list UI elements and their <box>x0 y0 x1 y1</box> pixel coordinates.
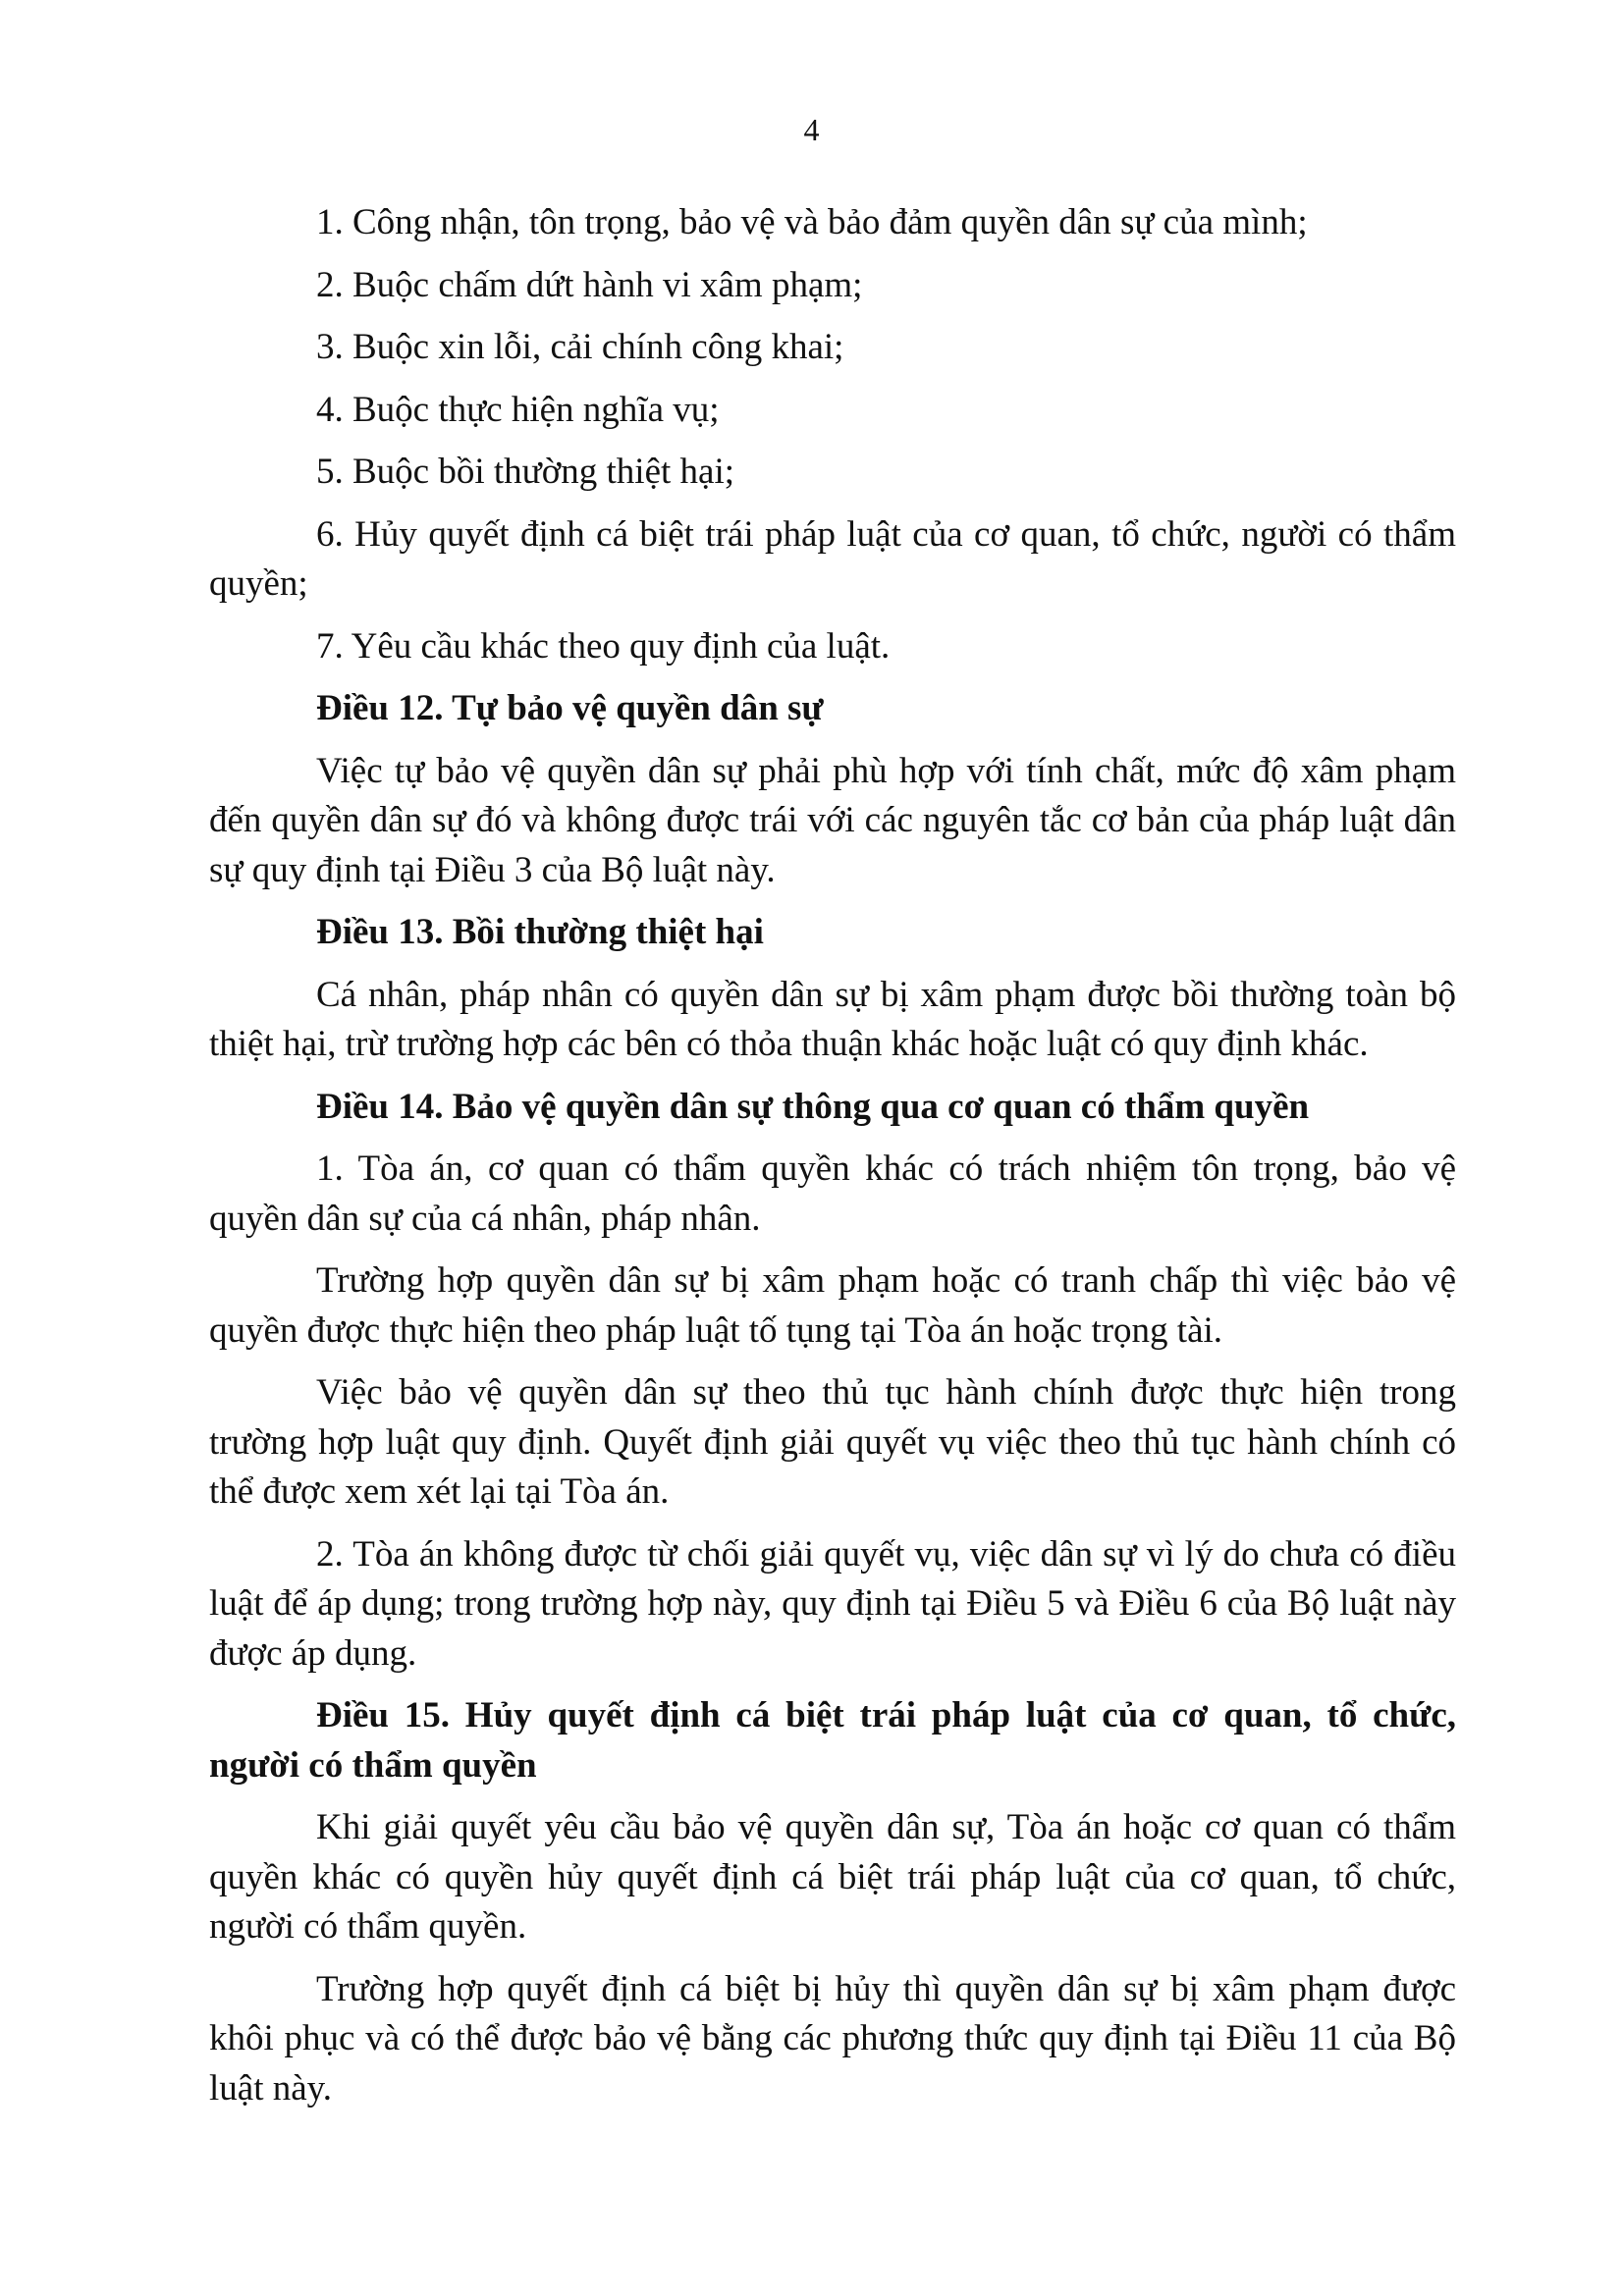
article-15-heading: Điều 15. Hủy quyết định cá biệt trái pháp luật của cơ quan, tổ chức, người có thẩm quyền <box>209 1695 1456 1786</box>
article-14-clause-2: 2. Tòa án không được từ chối giải quyết vụ, việc dân sự vì lý do chưa có điều luật để áp dụng; trong trường hợp này, quy định tại Điều 5 và Điều 6 của Bộ luật này được áp dụng. <box>209 1533 1456 1674</box>
document-body <box>209 198 1456 2126</box>
list-item-6: 6. Hủy quyết định cá biệt trái pháp luật của cơ quan, tổ chức, người có thẩm quyền; <box>209 513 1456 604</box>
article-14-paragraph-3: Việc bảo vệ quyền dân sự theo thủ tục hành chính được thực hiện trong trường hợp luật quy định. Quyết định giải quyết vụ việc theo thủ tục hành chính có thể được xem xét lại tại Tòa án. <box>209 1372 1456 1512</box>
list-item-2: 2. Buộc chấm dứt hành vi xâm phạm; <box>316 264 863 305</box>
article-12-paragraph: Việc tự bảo vệ quyền dân sự phải phù hợp với tính chất, mức độ xâm phạm đến quyền dân sự đó và không được trái với các nguyên tắc cơ bản của pháp luật dân sự quy định tại Điều 3 của Bộ luật này. <box>209 750 1456 890</box>
list-item-3: 3. Buộc xin lỗi, cải chính công khai; <box>316 327 844 367</box>
page-number: 4 <box>803 112 820 147</box>
article-13-paragraph: Cá nhân, pháp nhân có quyền dân sự bị xâm phạm được bồi thường toàn bộ thiệt hại, trừ trường hợp các bên có thỏa thuận khác hoặc luật có quy định khác. <box>209 974 1456 1064</box>
article-14-paragraph-2: Trường hợp quyền dân sự bị xâm phạm hoặc có tranh chấp thì việc bảo vệ quyền được thực hiện theo pháp luật tố tụng tại Tòa án hoặc trọng tài. <box>209 1260 1456 1351</box>
list-item-7: 7. Yêu cầu khác theo quy định của luật. <box>316 625 891 667</box>
article-14-clause-1: 1. Tòa án, cơ quan có thẩm quyền khác có trách nhiệm tôn trọng, bảo vệ quyền dân sự của cá nhân, pháp nhân. <box>209 1148 1456 1239</box>
article-12-heading: Điều 12. Tự bảo vệ quyền dân sự <box>316 688 824 728</box>
list-item-1: 1. Công nhận, tôn trọng, bảo vệ và bảo đảm quyền dân sự của mình; <box>316 202 1308 242</box>
article-15-paragraph-1: Khi giải quyết yêu cầu bảo vệ quyền dân sự, Tòa án hoặc cơ quan có thẩm quyền khác có quyền hủy quyết định cá biệt trái pháp luật của cơ quan, tổ chức, người có thẩm quyền. <box>209 1807 1456 1947</box>
article-14-heading: Điều 14. Bảo vệ quyền dân sự thông qua cơ quan có thẩm quyền <box>316 1086 1310 1127</box>
list-item-5: 5. Buộc bồi thường thiệt hại; <box>316 452 735 492</box>
article-13-heading: Điều 13. Bồi thường thiệt hại <box>316 912 764 952</box>
list-item-4: 4. Buộc thực hiện nghĩa vụ; <box>316 389 720 430</box>
article-15-paragraph-2: Trường hợp quyết định cá biệt bị hủy thì quyền dân sự bị xâm phạm được khôi phục và có thể được bảo vệ bằng các phương thức quy định tại Điều 11 của Bộ luật này. <box>209 1968 1456 2109</box>
